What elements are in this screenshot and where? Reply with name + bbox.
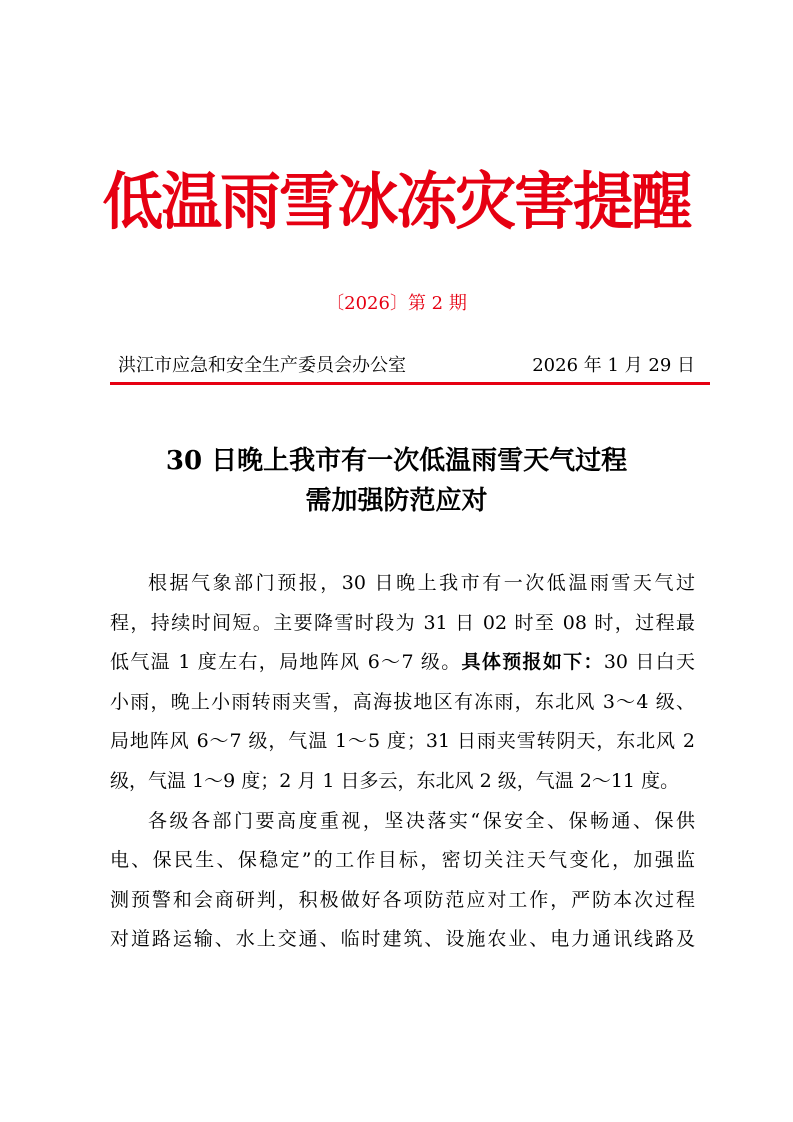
issue-number-text: 〔2026〕第 2 期 xyxy=(326,293,467,314)
body-line: 对道路运输、水上交通、临时建筑、设施农业、电力通讯线路及 xyxy=(110,928,695,951)
article-headline xyxy=(0,441,793,521)
body-text: 30 日白天 xyxy=(603,651,695,674)
body-line xyxy=(110,643,695,683)
body-line: 根据气象部门预报，30 日晚上我市有一次低温雨雪天气过 xyxy=(148,572,695,594)
paragraph-2 xyxy=(110,802,695,960)
body-line: 级，气温 1～9 度；2 月 1 日多云，东北风 2 级，气温 2～11 度。 xyxy=(110,769,680,792)
body-line: 程，持续时间短。主要降雪时段为 31 日 02 时至 08 时，过程最 xyxy=(110,611,695,634)
body-text: 低气温 1 度左右，局地阵风 6～7 级。 xyxy=(110,651,462,674)
body-line: 电、保民生、保稳定”的工作目标，密切关注天气变化，加强监 xyxy=(110,849,695,872)
paragraph-1 xyxy=(110,564,695,802)
body-line: 小雨，晚上小雨转雨夹雪，高海拔地区有冻雨，东北风 3～4 级、 xyxy=(110,690,695,713)
issuer-name: 洪江市应急和安全生产委员会办公室 xyxy=(118,355,406,376)
headline-line-1: 30 日晚上我市有一次低温雨雪天气过程 xyxy=(165,446,628,476)
red-divider-line xyxy=(110,382,710,385)
article-body xyxy=(110,564,695,960)
forecast-details-label: 具体预报如下： xyxy=(461,651,604,674)
issue-date: 2026 年 1 月 29 日 xyxy=(532,355,695,376)
masthead-title: 低温雨雪冰冻灾害提醒 xyxy=(102,165,691,238)
issue-number xyxy=(0,290,793,318)
headline-line-2: 需加强防范应对 xyxy=(305,486,488,516)
issuer-date-row xyxy=(118,351,695,381)
body-line: 局地阵风 6～7 级，气温 1～5 度；31 日雨夹雪转阴天，东北风 2 xyxy=(110,730,695,753)
body-line: 各级各部门要高度重视，坚决落实“保安全、保畅通、保供 xyxy=(148,809,695,832)
body-line: 测预警和会商研判，积极做好各项防范应对工作，严防本次过程 xyxy=(110,888,695,911)
